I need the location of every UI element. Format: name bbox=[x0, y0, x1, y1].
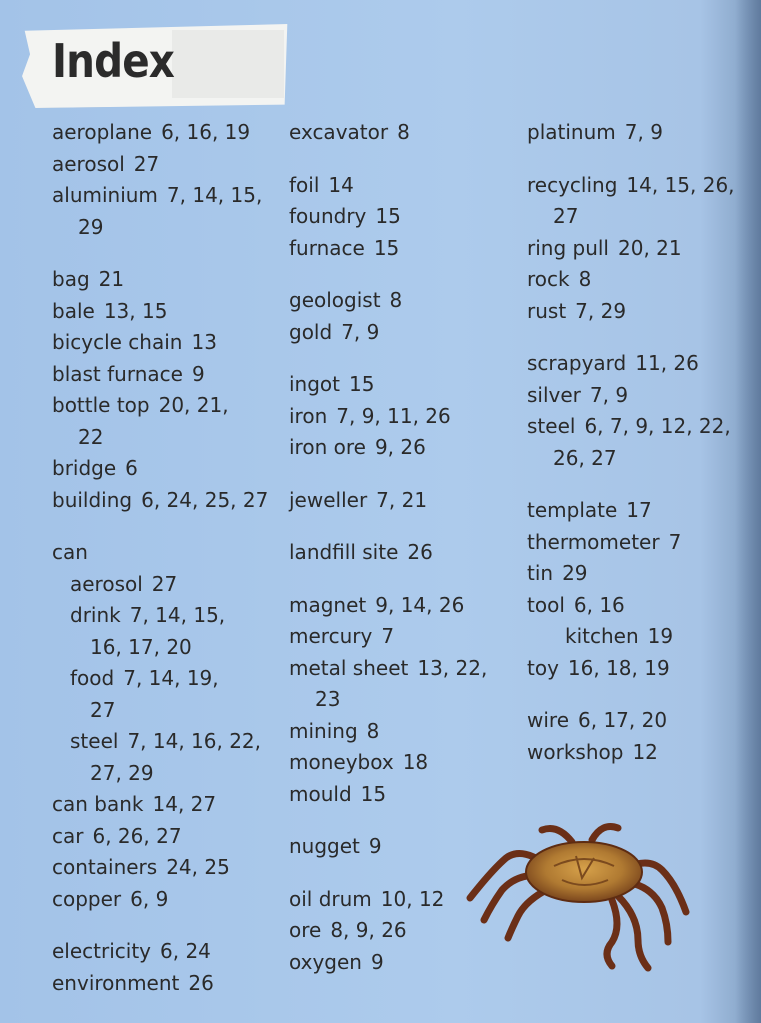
index-entry bbox=[52, 968, 268, 1000]
index-term: moneybox bbox=[289, 750, 394, 774]
index-entry bbox=[289, 653, 487, 685]
index-entry-continuation bbox=[52, 422, 268, 454]
index-term: ingot bbox=[289, 372, 341, 396]
index-entry bbox=[289, 716, 487, 748]
index-term: landfill site bbox=[289, 540, 399, 564]
section-gap bbox=[289, 810, 487, 831]
index-entry bbox=[52, 936, 268, 968]
section-gap bbox=[289, 516, 487, 537]
index-term: bag bbox=[52, 267, 90, 291]
index-term: electricity bbox=[52, 939, 152, 963]
index-pages: 26 bbox=[188, 970, 214, 995]
index-term: excavator bbox=[289, 120, 389, 144]
index-entry bbox=[289, 117, 487, 149]
index-column-2 bbox=[289, 117, 487, 978]
index-subentry bbox=[52, 663, 268, 695]
index-entry bbox=[52, 264, 268, 296]
index-term: drink bbox=[70, 603, 121, 627]
index-pages: 8, 9, 26 bbox=[330, 918, 407, 942]
index-pages: 19 bbox=[647, 624, 674, 648]
index-entry bbox=[289, 432, 487, 464]
index-term: bale bbox=[52, 298, 95, 323]
index-term: jeweller bbox=[289, 487, 368, 512]
index-pages: 18 bbox=[402, 750, 429, 774]
index-entry bbox=[527, 590, 735, 622]
index-entry bbox=[289, 201, 487, 233]
index-term: building bbox=[52, 487, 133, 512]
page-title: Index bbox=[52, 34, 175, 88]
index-term: can bank bbox=[52, 792, 144, 816]
index-term: geologist bbox=[289, 288, 381, 312]
index-pages: 7, 9 bbox=[624, 120, 663, 144]
index-term: silver bbox=[527, 382, 581, 407]
index-entry bbox=[289, 590, 487, 622]
index-term: oil drum bbox=[289, 886, 372, 911]
index-entry-continuation bbox=[527, 443, 735, 475]
index-entry bbox=[527, 348, 735, 380]
index-pages: 6, 7, 9, 12, 22, bbox=[584, 414, 731, 438]
index-pages: 6, 9 bbox=[130, 886, 169, 911]
section-gap bbox=[289, 569, 487, 590]
section-gap bbox=[527, 327, 735, 348]
index-entry bbox=[289, 884, 487, 916]
index-pages: 7, 14, 15, bbox=[129, 603, 226, 627]
index-term: bicycle chain bbox=[52, 330, 183, 354]
index-pages: 8 bbox=[366, 718, 380, 743]
index-entry bbox=[527, 705, 735, 737]
index-entry bbox=[289, 485, 487, 517]
index-entry bbox=[527, 527, 735, 559]
index-term: toy bbox=[527, 655, 559, 680]
index-entry bbox=[527, 653, 735, 685]
index-entry bbox=[289, 170, 487, 202]
index-term: mining bbox=[289, 718, 358, 743]
index-entry bbox=[527, 737, 735, 769]
index-term: iron bbox=[289, 403, 328, 428]
index-pages: 10, 12 bbox=[380, 886, 445, 911]
index-entry bbox=[289, 317, 487, 349]
index-entry bbox=[289, 537, 487, 569]
index-pages: 15 bbox=[373, 235, 400, 260]
index-entry-continuation bbox=[52, 212, 268, 244]
index-entry bbox=[52, 359, 268, 391]
index-pages: 21 bbox=[98, 267, 125, 291]
index-pages: 29 bbox=[562, 561, 588, 585]
index-entry bbox=[527, 233, 735, 265]
index-pages: 7, 14, 15, bbox=[166, 183, 263, 207]
index-entry bbox=[52, 821, 268, 853]
index-pages: 27 bbox=[133, 151, 160, 176]
index-entry bbox=[527, 558, 735, 590]
index-pages: 14, 15, 26, bbox=[626, 172, 735, 197]
index-entry-continuation bbox=[527, 201, 735, 233]
section-gap bbox=[289, 149, 487, 170]
index-pages: 6, 17, 20 bbox=[578, 708, 668, 732]
index-pages: 9 bbox=[368, 834, 382, 858]
index-term: metal sheet bbox=[289, 655, 409, 680]
index-term: scrapyard bbox=[527, 351, 627, 375]
index-term: bottle top bbox=[52, 393, 150, 417]
index-term: environment bbox=[52, 970, 180, 995]
section-gap bbox=[289, 348, 487, 369]
index-term: wire bbox=[527, 708, 570, 732]
index-term: 27, 29 bbox=[90, 760, 154, 785]
index-pages: 6, 26, 27 bbox=[92, 823, 182, 848]
index-term: aerosol bbox=[70, 571, 143, 596]
index-pages: 8 bbox=[397, 120, 410, 144]
index-entry bbox=[289, 621, 487, 653]
index-term: mercury bbox=[289, 624, 373, 648]
index-term: aerosol bbox=[52, 151, 125, 176]
index-pages: 15 bbox=[375, 204, 401, 228]
index-term: ring pull bbox=[527, 235, 609, 260]
index-term: steel bbox=[70, 729, 119, 753]
index-term: oxygen bbox=[289, 949, 362, 974]
index-term: 23 bbox=[315, 687, 341, 711]
index-pages: 20, 21 bbox=[618, 235, 682, 260]
title-tape-strip bbox=[172, 30, 284, 98]
index-pages: 7, 9, 11, 26 bbox=[336, 403, 451, 428]
index-entry bbox=[52, 537, 268, 569]
index-entry bbox=[52, 327, 268, 359]
index-entry bbox=[52, 180, 268, 212]
index-subentry-continuation bbox=[52, 695, 268, 727]
index-entry bbox=[289, 915, 487, 947]
index-term: 22 bbox=[78, 424, 104, 449]
index-entry bbox=[52, 485, 268, 517]
index-pages: 6, 24, 25, 27 bbox=[141, 487, 269, 512]
index-pages: 17 bbox=[626, 498, 652, 522]
index-pages: 6, 16, 19 bbox=[161, 120, 251, 144]
index-term: 27 bbox=[553, 204, 579, 228]
index-term: mould bbox=[289, 781, 352, 806]
index-term: car bbox=[52, 823, 84, 848]
index-pages: 7 bbox=[381, 624, 395, 648]
index-term: thermometer bbox=[527, 529, 660, 554]
index-term: tin bbox=[527, 561, 554, 585]
index-pages: 9 bbox=[370, 949, 384, 974]
index-entry bbox=[289, 747, 487, 779]
index-entry bbox=[289, 401, 487, 433]
index-entry bbox=[52, 884, 268, 916]
index-subentry-continuation bbox=[52, 632, 268, 664]
index-pages: 6 bbox=[125, 456, 138, 480]
index-pages: 9 bbox=[191, 361, 205, 386]
index-entry bbox=[289, 369, 487, 401]
index-entry bbox=[527, 495, 735, 527]
index-pages: 11, 26 bbox=[635, 351, 699, 375]
index-entry bbox=[289, 779, 487, 811]
index-entry bbox=[52, 390, 268, 422]
index-pages: 13, 15 bbox=[103, 298, 168, 323]
section-gap bbox=[289, 863, 487, 884]
index-pages: 7, 9 bbox=[341, 319, 380, 344]
index-pages: 8 bbox=[389, 288, 403, 312]
index-entry bbox=[289, 285, 487, 317]
index-subentry-continuation bbox=[52, 758, 268, 790]
index-pages: 7, 29 bbox=[575, 298, 627, 323]
index-term: furnace bbox=[289, 235, 365, 260]
index-pages: 6, 24 bbox=[160, 939, 211, 963]
book-spine-shadow bbox=[735, 0, 761, 1023]
index-term: 27 bbox=[90, 697, 116, 722]
index-term: foil bbox=[289, 172, 320, 197]
index-term: magnet bbox=[289, 592, 367, 617]
index-pages: 15 bbox=[360, 781, 387, 806]
index-term: platinum bbox=[527, 120, 616, 144]
index-pages: 13, 22, bbox=[417, 655, 488, 680]
index-term: template bbox=[527, 498, 618, 522]
index-pages: 14 bbox=[328, 172, 354, 197]
index-pages: 7, 14, 19, bbox=[123, 666, 219, 690]
index-column-3 bbox=[527, 117, 735, 768]
index-term: rust bbox=[527, 298, 567, 323]
index-term: food bbox=[70, 666, 115, 690]
index-entry bbox=[527, 411, 735, 443]
index-pages: 13 bbox=[191, 330, 217, 354]
index-entry bbox=[289, 831, 487, 863]
index-pages: 9, 14, 26 bbox=[375, 592, 465, 617]
index-term: copper bbox=[52, 886, 122, 911]
index-entry bbox=[527, 170, 735, 202]
index-pages: 20, 21, bbox=[158, 393, 229, 417]
index-term: nugget bbox=[289, 834, 360, 858]
index-pages: 12 bbox=[632, 739, 658, 764]
index-term: steel bbox=[527, 414, 576, 438]
index-term: can bbox=[52, 540, 88, 564]
index-term: aeroplane bbox=[52, 120, 153, 144]
index-term: 29 bbox=[78, 214, 104, 239]
index-entry bbox=[527, 380, 735, 412]
index-entry bbox=[52, 149, 268, 181]
index-entry bbox=[52, 117, 268, 149]
index-pages: 6, 16 bbox=[573, 592, 625, 617]
index-pages: 24, 25 bbox=[166, 855, 230, 879]
index-entry bbox=[289, 947, 487, 979]
index-term: ore bbox=[289, 918, 322, 942]
index-term: 16, 17, 20 bbox=[90, 634, 192, 659]
index-pages: 8 bbox=[578, 267, 592, 291]
index-subentry-continuation bbox=[527, 621, 735, 653]
index-term: recycling bbox=[527, 172, 618, 197]
index-column-1 bbox=[52, 117, 268, 999]
index-entry bbox=[527, 296, 735, 328]
index-pages: 9, 26 bbox=[374, 435, 426, 459]
index-pages: 26 bbox=[407, 540, 433, 564]
index-term: tool bbox=[527, 592, 565, 617]
index-entry-continuation bbox=[289, 684, 487, 716]
index-term: kitchen bbox=[565, 624, 639, 648]
section-gap bbox=[52, 516, 268, 537]
index-subentry bbox=[52, 726, 268, 758]
section-gap bbox=[289, 264, 487, 285]
index-term: gold bbox=[289, 319, 333, 344]
index-entry bbox=[52, 296, 268, 328]
index-term: workshop bbox=[527, 739, 624, 764]
section-gap bbox=[527, 474, 735, 495]
index-subentry bbox=[52, 569, 268, 601]
section-gap bbox=[52, 915, 268, 936]
index-term: iron ore bbox=[289, 435, 366, 459]
index-term: aluminium bbox=[52, 183, 158, 207]
index-entry bbox=[527, 264, 735, 296]
index-term: 26, 27 bbox=[553, 445, 617, 470]
index-term: bridge bbox=[52, 456, 117, 480]
index-pages: 7 bbox=[668, 529, 682, 554]
index-pages: 7, 9 bbox=[589, 382, 629, 407]
crab-image bbox=[462, 816, 698, 976]
index-pages: 16, 18, 19 bbox=[567, 655, 670, 680]
index-term: blast furnace bbox=[52, 361, 183, 386]
index-term: containers bbox=[52, 855, 158, 879]
section-gap bbox=[527, 684, 735, 705]
index-entry bbox=[52, 789, 268, 821]
section-gap bbox=[527, 149, 735, 170]
index-entry bbox=[52, 852, 268, 884]
index-pages: 7, 14, 16, 22, bbox=[127, 729, 262, 753]
index-pages: 27 bbox=[151, 571, 178, 596]
index-entry bbox=[289, 233, 487, 265]
index-entry bbox=[527, 117, 735, 149]
section-gap bbox=[52, 243, 268, 264]
index-subentry bbox=[52, 600, 268, 632]
index-term: rock bbox=[527, 267, 570, 291]
index-entry bbox=[52, 453, 268, 485]
index-pages: 15 bbox=[349, 372, 375, 396]
index-pages: 7, 21 bbox=[376, 487, 428, 512]
crab-shell bbox=[526, 842, 642, 902]
index-term: foundry bbox=[289, 204, 367, 228]
index-pages: 14, 27 bbox=[152, 792, 217, 816]
section-gap bbox=[289, 464, 487, 485]
